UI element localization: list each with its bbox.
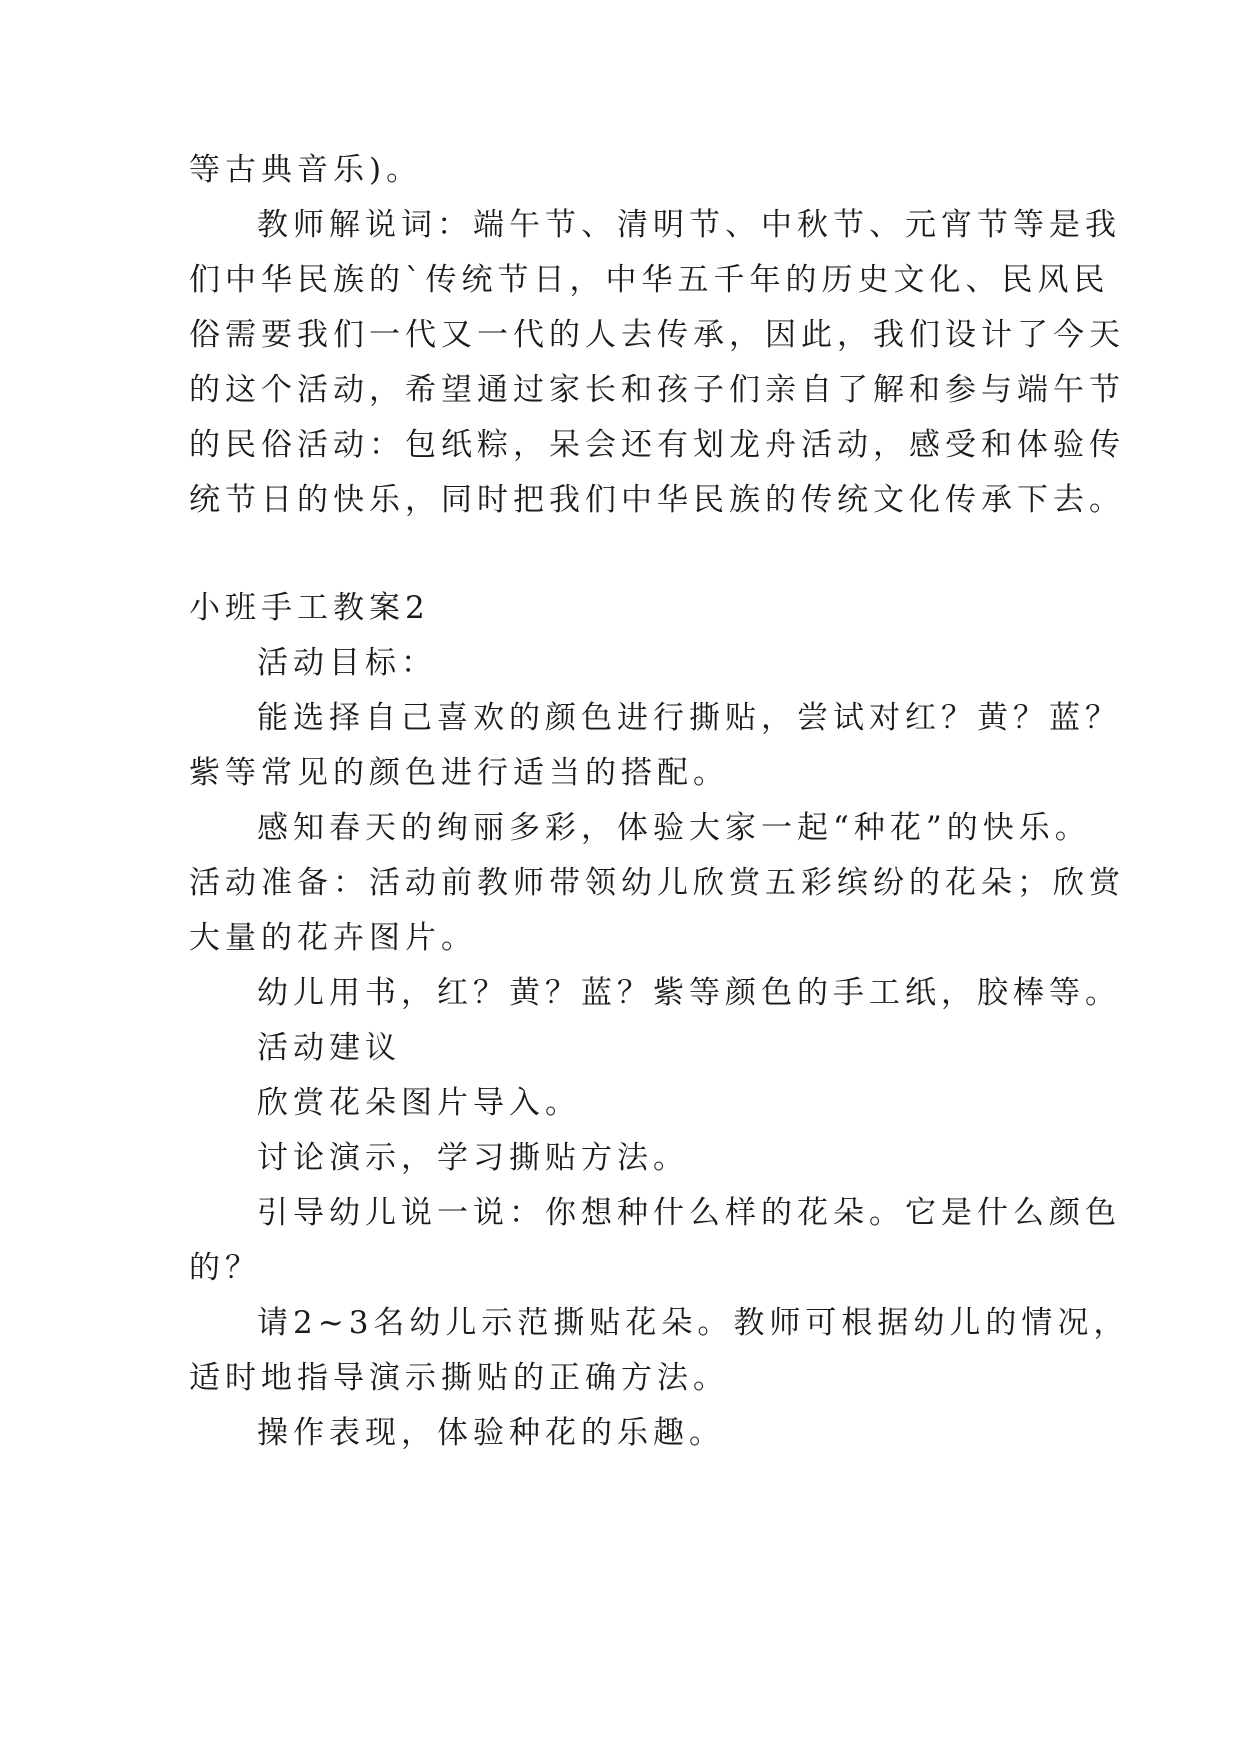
text-line: 俗需要我们一代又一代的人去传承，因此，我们设计了今天 [189, 317, 1125, 353]
text-line: 活动目标： [257, 645, 437, 681]
text-line: 请2~3名幼儿示范撕贴花朵。教师可根据幼儿的情况， [257, 1305, 1130, 1341]
section-heading: 小班手工教案2 [189, 590, 430, 626]
text-line: 等古典音乐)。 [189, 152, 423, 188]
text-line: 的民俗活动：包纸粽，呆会还有划龙舟活动，感受和体验传 [189, 427, 1125, 463]
text-line: 活动建议 [257, 1030, 401, 1066]
text-line: 感知春天的绚丽多彩，体验大家一起“种花”的快乐。 [257, 810, 1091, 846]
text-line: 能选择自己喜欢的颜色进行撕贴，尝试对红？黄？蓝？ [257, 700, 1121, 736]
text-line: 统节日的快乐，同时把我们中华民族的传统文化传承下去。 [189, 482, 1125, 518]
text-line: 教师解说词：端午节、清明节、中秋节、元宵节等是我 [257, 207, 1121, 243]
text-line: 适时地指导演示撕贴的正确方法。 [189, 1360, 729, 1396]
text-line: 操作表现，体验种花的乐趣。 [257, 1415, 725, 1451]
text-line: 的这个活动，希望通过家长和孩子们亲自了解和参与端午节 [189, 372, 1125, 408]
text-line: 活动准备：活动前教师带领幼儿欣赏五彩缤纷的花朵；欣赏 [189, 865, 1125, 901]
text-line: 的？ [189, 1250, 261, 1286]
text-line: 讨论演示，学习撕贴方法。 [257, 1140, 689, 1176]
text-line: 幼儿用书，红？黄？蓝？紫等颜色的手工纸，胶棒等。 [257, 975, 1121, 1011]
text-line: 引导幼儿说一说：你想种什么样的花朵。它是什么颜色 [257, 1195, 1121, 1231]
text-line: 大量的花卉图片。 [189, 920, 477, 956]
text-line: 欣赏花朵图片导入。 [257, 1085, 581, 1121]
text-line: 紫等常见的颜色进行适当的搭配。 [189, 755, 729, 791]
text-line: 们中华民族的`传统节日，中华五千年的历史文化、民风民 [189, 262, 1110, 298]
